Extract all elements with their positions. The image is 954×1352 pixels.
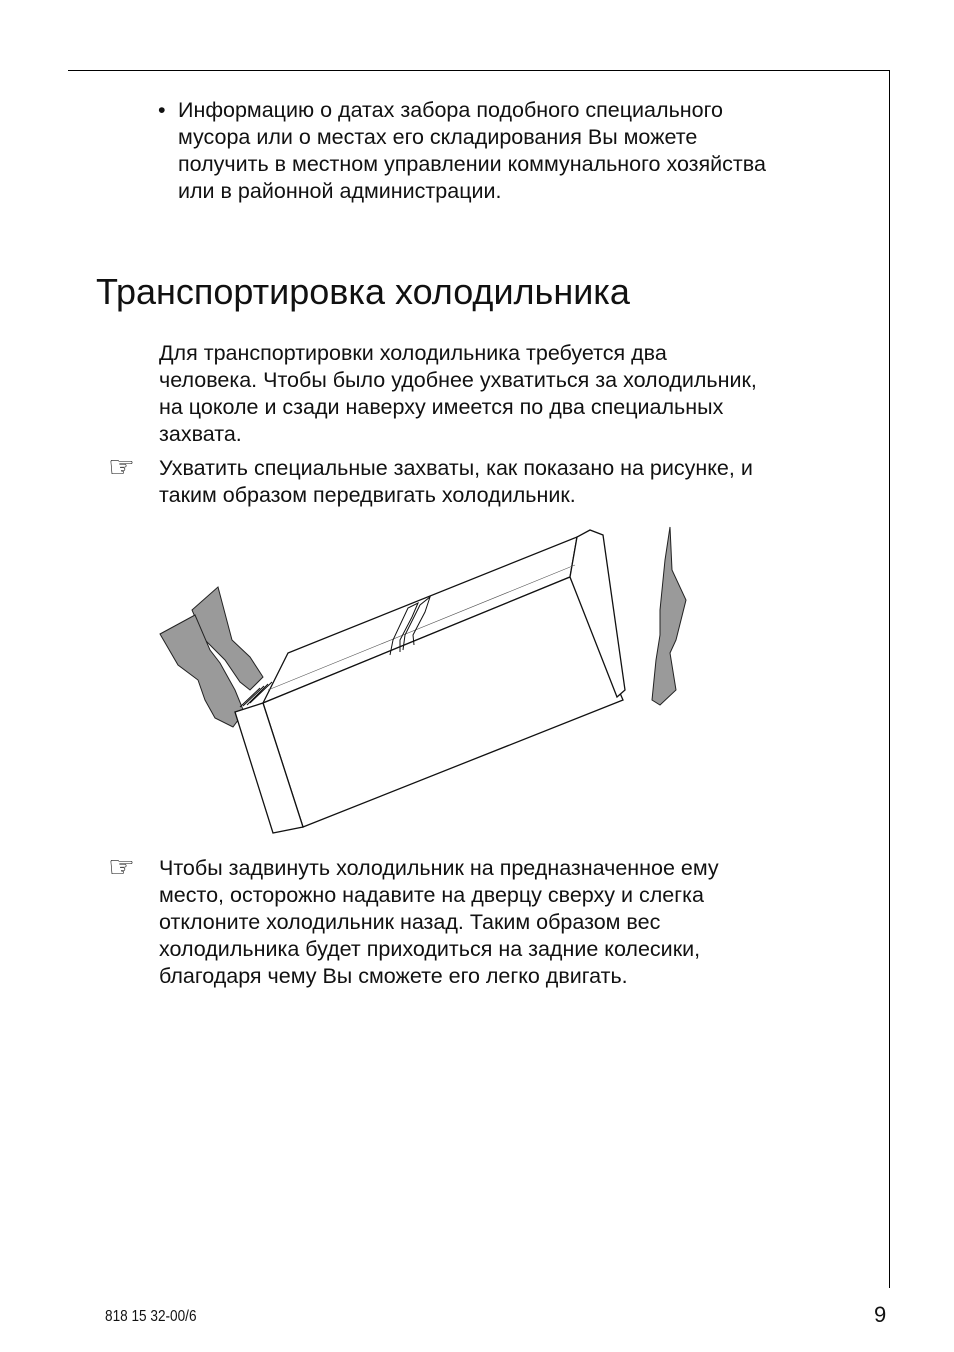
text-line: мусора или о местах его складирования Вы можете bbox=[178, 125, 698, 149]
text-line: Для транспортировки холодильника требуется два bbox=[159, 341, 667, 365]
text-line: Информацию о датах забора подобного специального bbox=[178, 98, 723, 122]
text-line: благодаря чему Вы сможете его легко двигать. bbox=[159, 964, 628, 988]
text-line: захвата. bbox=[159, 422, 242, 446]
left-arm-front bbox=[160, 615, 244, 727]
pointing-hand-icon: ☞ bbox=[108, 850, 135, 885]
instruction-2 bbox=[159, 855, 719, 990]
text-line: отклоните холодильник назад. Таким образом вес bbox=[159, 910, 661, 934]
bullet-marker: • bbox=[158, 98, 166, 122]
text-line: таким образом передвигать холодильник. bbox=[159, 483, 576, 507]
text-line: на цоколе и сзади наверху имеется по два специальных bbox=[159, 395, 724, 419]
document-code: 818 15 32-00/6 bbox=[105, 1308, 197, 1325]
text-line: холодильника будет приходиться на задние колесики, bbox=[159, 937, 701, 961]
text-line: Ухватить специальные захваты, как показано на рисунке, и bbox=[159, 456, 753, 480]
text-line: или в районной администрации. bbox=[178, 179, 502, 203]
page-number: 9 bbox=[874, 1302, 887, 1327]
text-line: место, осторожно надавите на дверцу сверху и слегка bbox=[159, 883, 704, 907]
pointing-hand-icon: ☞ bbox=[108, 450, 135, 485]
section-heading: Транспортировка холодильника bbox=[96, 271, 630, 312]
text-line: Чтобы задвинуть холодильник на предназначенное ему bbox=[159, 856, 719, 880]
text-line: получить в местном управлении коммунального хозяйства bbox=[178, 152, 766, 176]
text-line: человека. Чтобы было удобнее ухватиться за холодильник, bbox=[159, 368, 757, 392]
right-arm bbox=[652, 527, 686, 705]
